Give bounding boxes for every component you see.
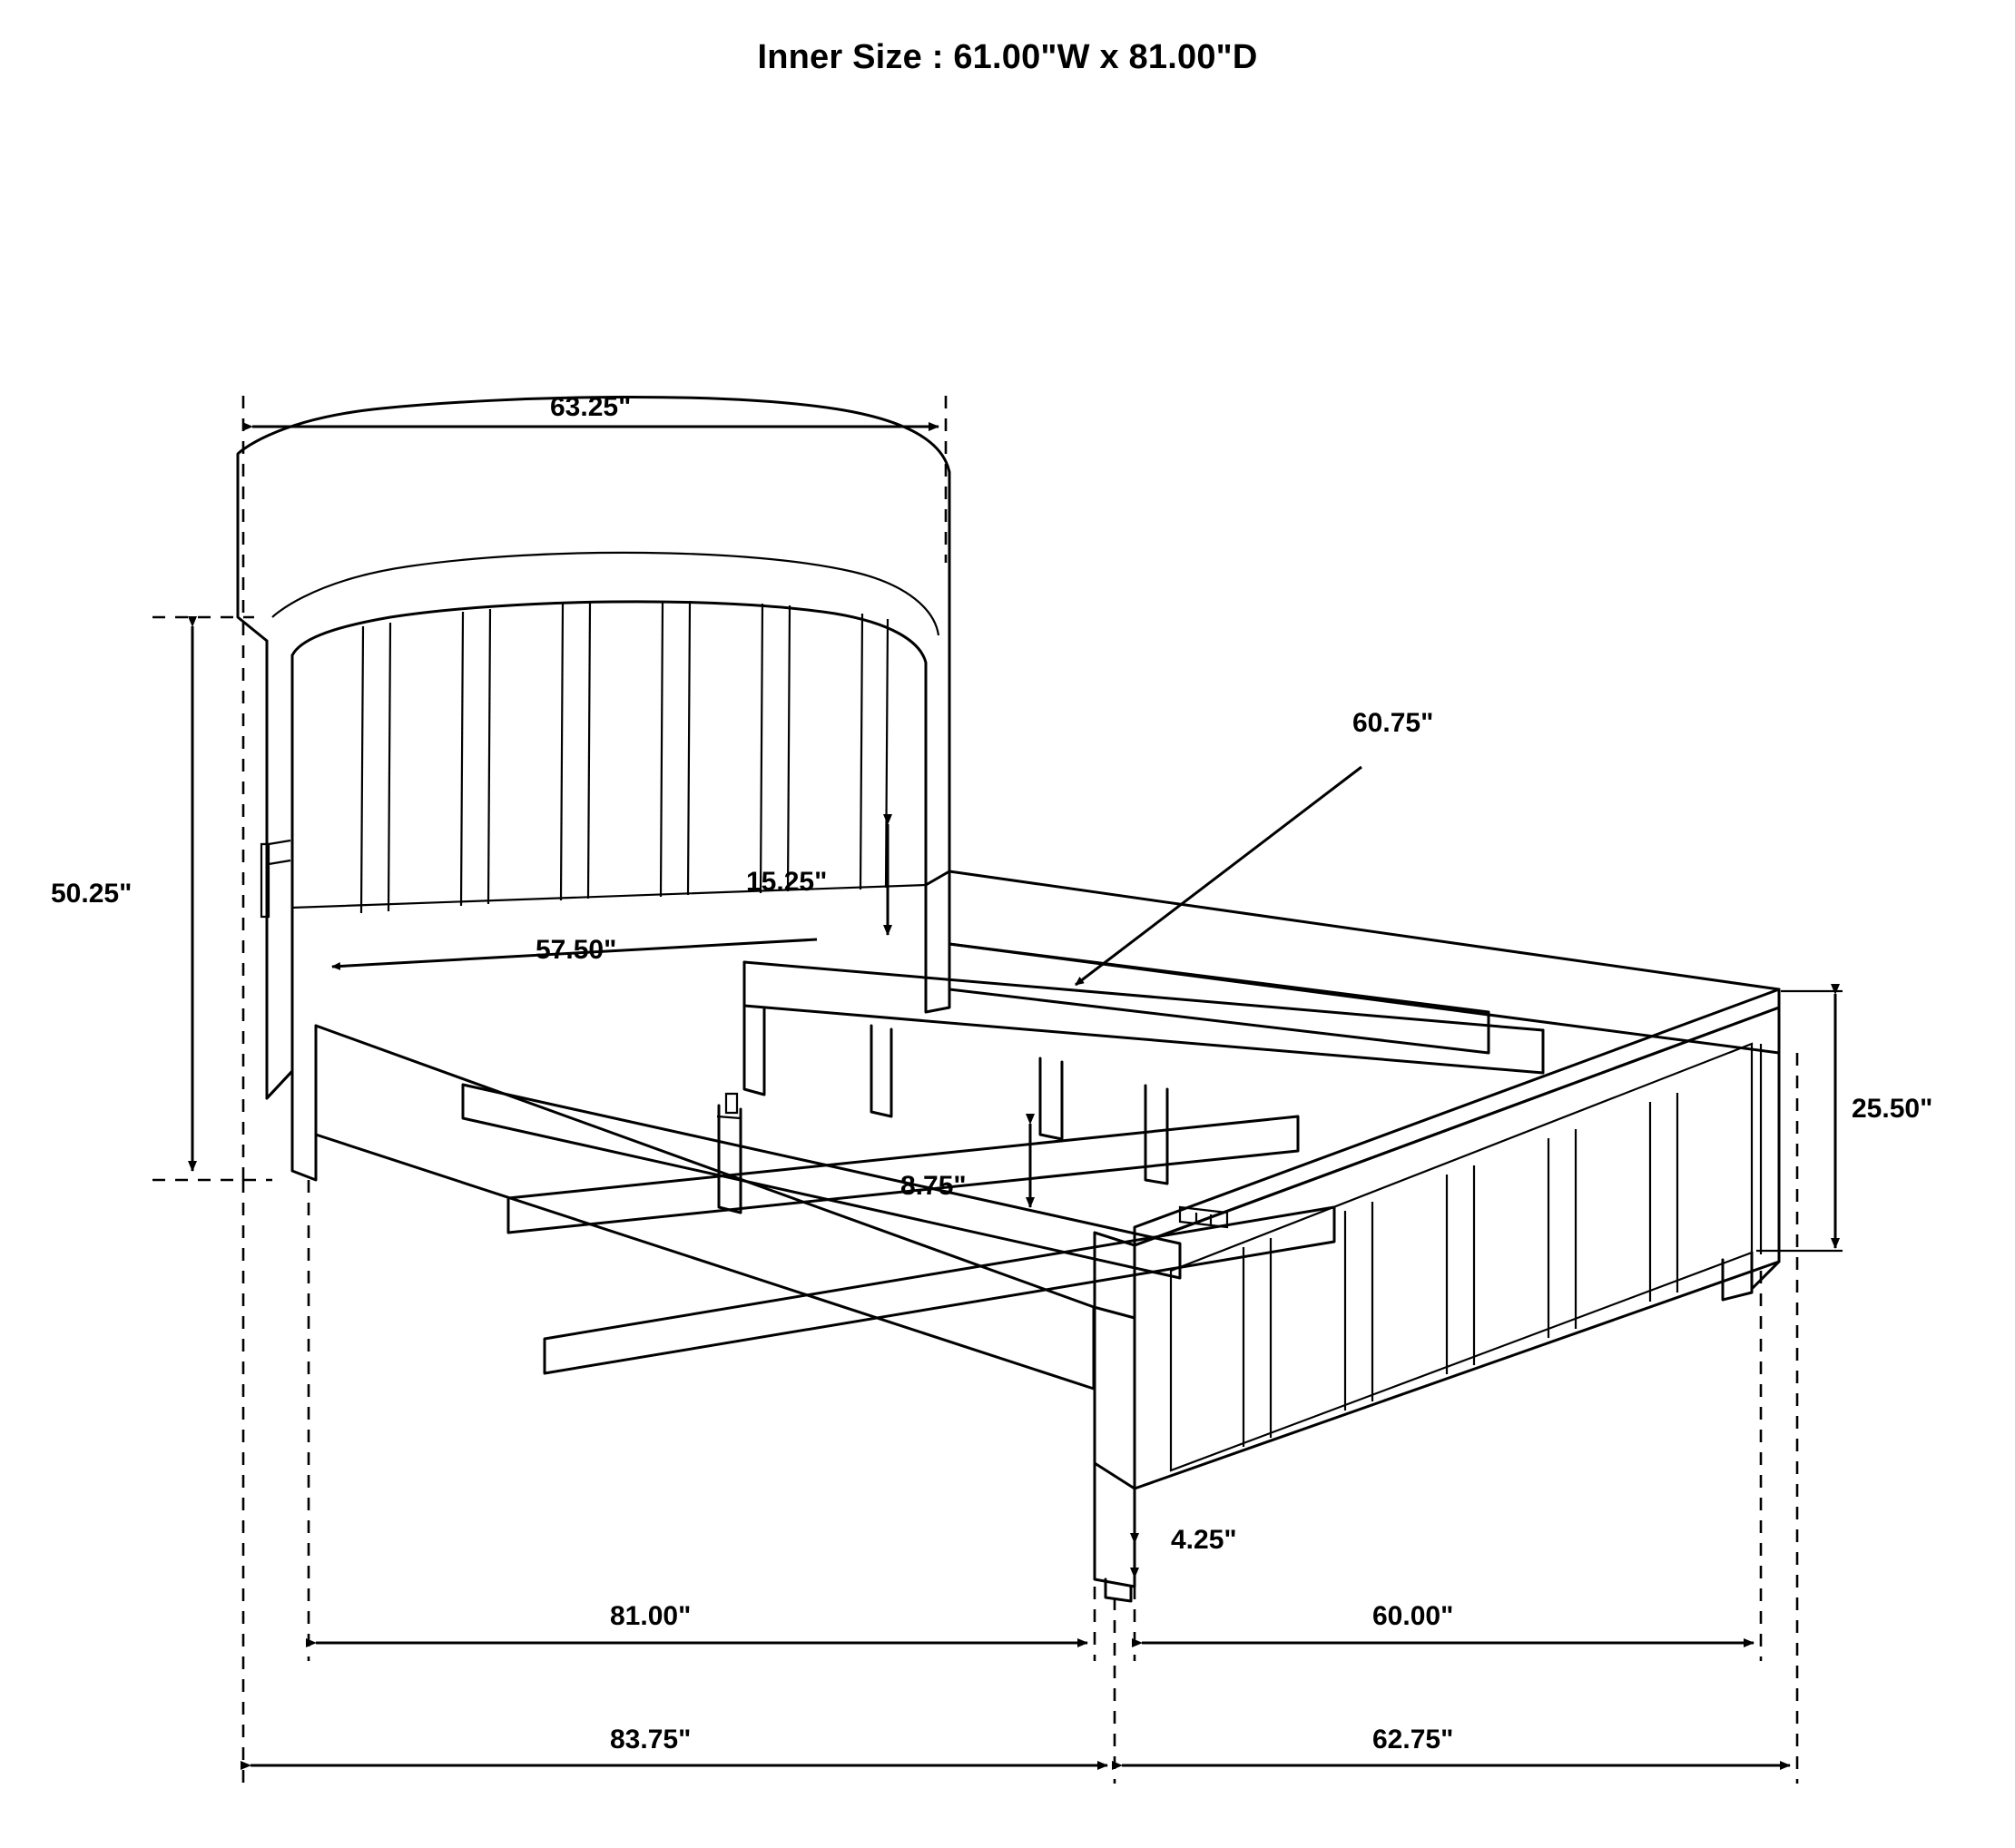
footboard-channels (1243, 1093, 1677, 1447)
dimension-lines (152, 396, 1843, 1784)
dim-label-deck-clearance: 8.75" (900, 1171, 967, 1201)
footboard (1095, 989, 1779, 1601)
dim-label-overall-footboard-width: 62.75" (1372, 1725, 1454, 1755)
leader-60-75 (1076, 767, 1361, 985)
dim-label-inner-width: 57.50" (536, 935, 617, 965)
support-slats (463, 944, 1543, 1373)
bed-illustration (238, 397, 1779, 1601)
dim-label-footboard-height: 25.50" (1852, 1094, 1933, 1124)
dim-label-overall-width-top: 63.25" (550, 392, 632, 422)
dim-label-headboard-panel-height: 15.25" (746, 867, 828, 897)
dim-label-inner-depth: 81.00" (610, 1601, 692, 1631)
dim-label-leg-height: 4.25" (1171, 1525, 1237, 1555)
page-title: Inner Size : 61.00"W x 81.00"D (757, 38, 1258, 76)
headboard-legs (292, 871, 949, 1180)
dim-label-headboard-height: 50.25" (51, 879, 133, 909)
dim-label-overall-depth: 83.75" (610, 1725, 692, 1755)
headboard (238, 397, 949, 1098)
dim-label-rail-length: 60.75" (1352, 708, 1434, 738)
dim-label-footboard-inner-width: 60.00" (1372, 1601, 1454, 1631)
